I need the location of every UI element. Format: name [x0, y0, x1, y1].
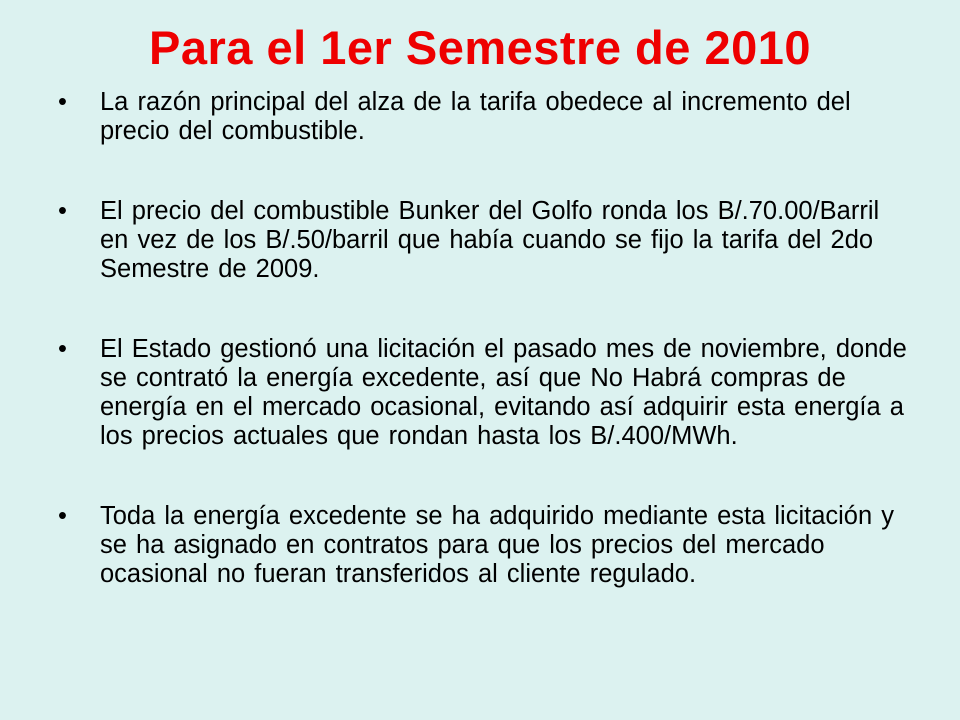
bullet-item: [58, 502, 908, 589]
bullet-item: [58, 335, 908, 451]
bullet-dot-icon: •: [58, 335, 67, 363]
bullet-dot-icon: •: [58, 88, 67, 116]
bullet-text: La razón principal del alza de la tarifa obedece al incremento del precio del combustible.: [100, 88, 851, 145]
bullet-item: [58, 88, 908, 146]
bullet-item: [58, 197, 908, 284]
bullet-dot-icon: •: [58, 502, 67, 530]
bullet-text: El Estado gestionó una licitación el pasado mes de noviembre, donde se contrató la energía excedente, así que No Habrá compras de energía en el mercado ocasional, evitando así adquirir esta energía a los precios actuales que rondan hasta los B/.400/MWh.: [100, 335, 907, 450]
bullet-text: Toda la energía excedente se ha adquirido mediante esta licitación y se ha asignado en contratos para que los precios del mercado ocasional no fueran transferidos al cliente regulado.: [100, 502, 895, 588]
bullet-text: El precio del combustible Bunker del Golfo ronda los B/.70.00/Barril en vez de los B/.50/barril que había cuando se fijo la tarifa del 2do Semestre de 2009.: [100, 197, 880, 283]
bullet-list: [58, 88, 908, 589]
slide-title: Para el 1er Semestre de 2010: [148, 21, 812, 74]
bullet-dot-icon: •: [58, 197, 67, 225]
